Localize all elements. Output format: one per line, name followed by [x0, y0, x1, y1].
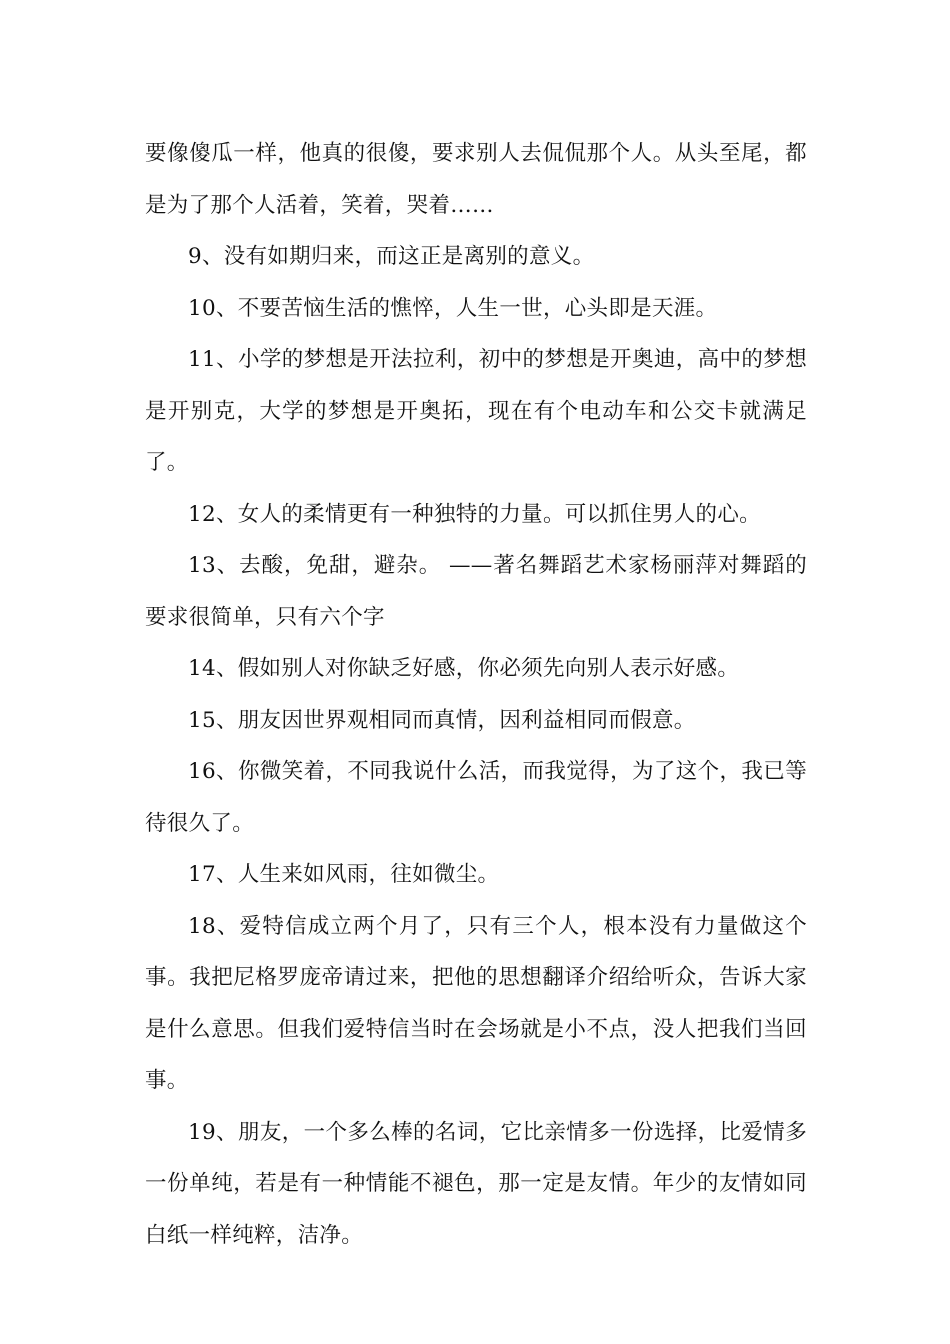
paragraph-continuation: 要像傻瓜一样，他真的很傻，要求别人去侃侃那个人。从头至尾，都是为了那个人活着，笑着，哭着…… — [145, 141, 807, 218]
paragraph-item-10: 10、不要苦恼生活的憔悴，人生一世，心头即是天涯。 — [188, 295, 718, 321]
paragraph-item-11: 11、小学的梦想是开法拉利，初中的梦想是开奥迪，高中的梦想是开别克，大学的梦想是开奥拓，现在有个电动车和公交卡就满足了。 — [145, 347, 807, 475]
paragraph-item-19: 19、朋友，一个多么棒的名词，它比亲情多一份选择，比爱情多一份单纯，若是有一种情能不褪色，那一定是友情。年少的友情如同白纸一样纯粹，洁净。 — [145, 1119, 807, 1248]
paragraph-item-17: 17、人生来如风雨，往如微尘。 — [188, 862, 500, 887]
paragraph-item-9: 9、没有如期归来，而这正是离别的意义。 — [188, 244, 595, 269]
paragraph-item-13: 13、去酸，免甜，避杂。 ——著名舞蹈艺术家杨丽萍对舞蹈的要求很简单，只有六个字 — [145, 553, 807, 630]
paragraph-item-14: 14、假如别人对你缺乏好感，你必须先向别人表示好感。 — [188, 656, 740, 681]
paragraph-item-18: 18、爱特信成立两个月了，只有三个人，根本没有力量做这个事。我把尼格罗庞帝请过来，把他的思想翻译介绍给听众，告诉大家是什么意思。但我们爱特信当时在会场就是小不点，没人把我们当回事。 — [145, 913, 807, 1093]
paragraph-item-12: 12、女人的柔情更有一种独特的力量。可以抓住男人的心。 — [188, 501, 761, 527]
paragraph-item-15: 15、朋友因世界观相同而真情，因利益相同而假意。 — [188, 707, 696, 733]
document-body — [145, 128, 807, 1261]
paragraph-item-16: 16、你微笑着，不同我说什么活，而我觉得，为了这个，我已等待很久了。 — [145, 759, 807, 836]
